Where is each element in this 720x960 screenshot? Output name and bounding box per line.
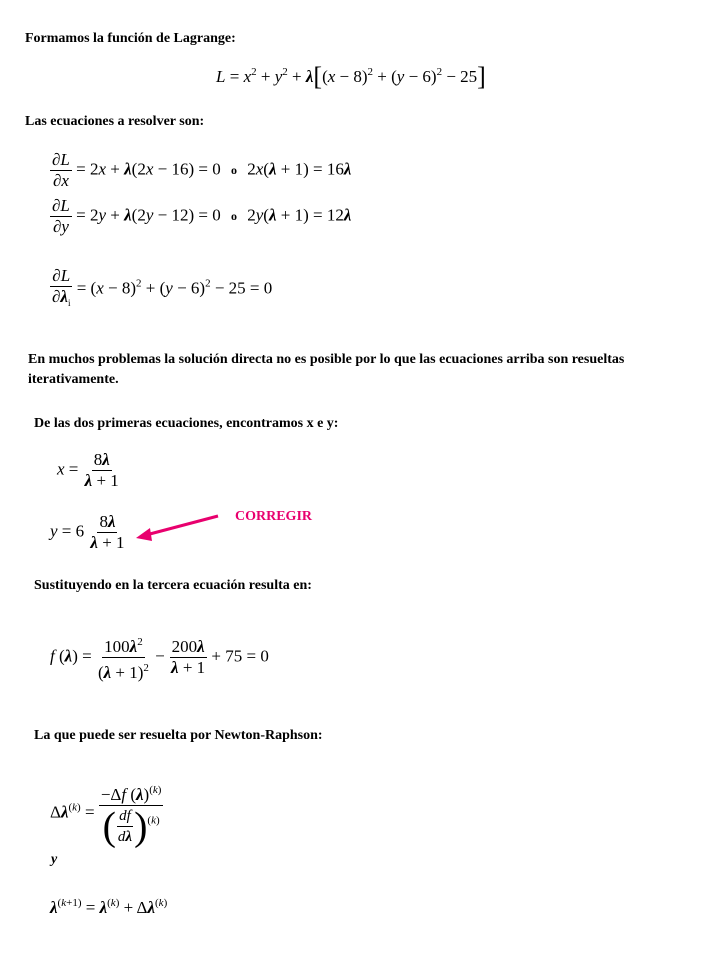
equation-lagrange-function: $L = x^2 + y^2 + \lambda[(x - 8)^2 + (y - 6)^2 - 25]$ xyxy=(216,62,486,91)
heading-newton: La que puede ser resuelta por Newton-Raphson: xyxy=(34,728,323,743)
equation-f-lambda: f (λ) = $\frac{100\lambda^2}{(\lambda + 1)^2}$ − $\frac{200\lambda}{\lambda + 1}$ + 75 = 0 xyxy=(50,632,269,683)
or-word: o xyxy=(230,209,237,224)
equation-dl-dlambda: $\frac{\partial L}{\partial\lambda_i}$ = $(x - 8)^2 + (y - 6)^2 - 25 = 0$ xyxy=(52,266,273,308)
paragraph-iterative: En muchos problemas la solución directa no es posible por lo que las ecuaciones arriba son resueltas iterativamente. xyxy=(28,352,625,387)
correction-label: CORREGIR xyxy=(235,509,313,524)
correction-arrow xyxy=(130,508,225,544)
heading-lagrange: Formamos la función de Lagrange: xyxy=(25,31,236,46)
equation-x: x = $\frac{8\lambda}{\lambda + 1}$ xyxy=(57,450,119,490)
conjunction-y: y xyxy=(51,852,58,867)
equation-dl-dy: $\frac{\partial L}{\partial y}$ = 2y + λ(2y − 12) = 0 o 2y(λ + 1) = 12λ xyxy=(52,196,352,236)
equation-y: y = 6 $\frac{8\lambda}{\lambda + 1}$ xyxy=(50,512,125,552)
equation-delta-lambda: $\Delta\lambda^{(k)}$ = −Δf $(\lambda)^{(k)}$ ( $\frac{df}{d\lambda}$ )$^{(k)}$ xyxy=(50,780,163,847)
heading-equations: Las ecuaciones a resolver son: xyxy=(25,114,205,129)
heading-xy: De las dos primeras ecuaciones, encontramos x e y: xyxy=(34,416,339,431)
equation-lambda-update: $\lambda^{(k+1)} = \lambda^{(k)} + \Delta\lambda^{(k)}$ xyxy=(50,897,168,917)
heading-substitute: Sustituyendo en la tercera ecuación resulta en: xyxy=(34,578,312,593)
equation-dl-dx: $\frac{\partial L}{\partial x}$ = 2x + λ(2x − 16) = 0 o 2x(λ + 1) = 16λ xyxy=(52,150,352,190)
or-word: o xyxy=(230,163,237,178)
